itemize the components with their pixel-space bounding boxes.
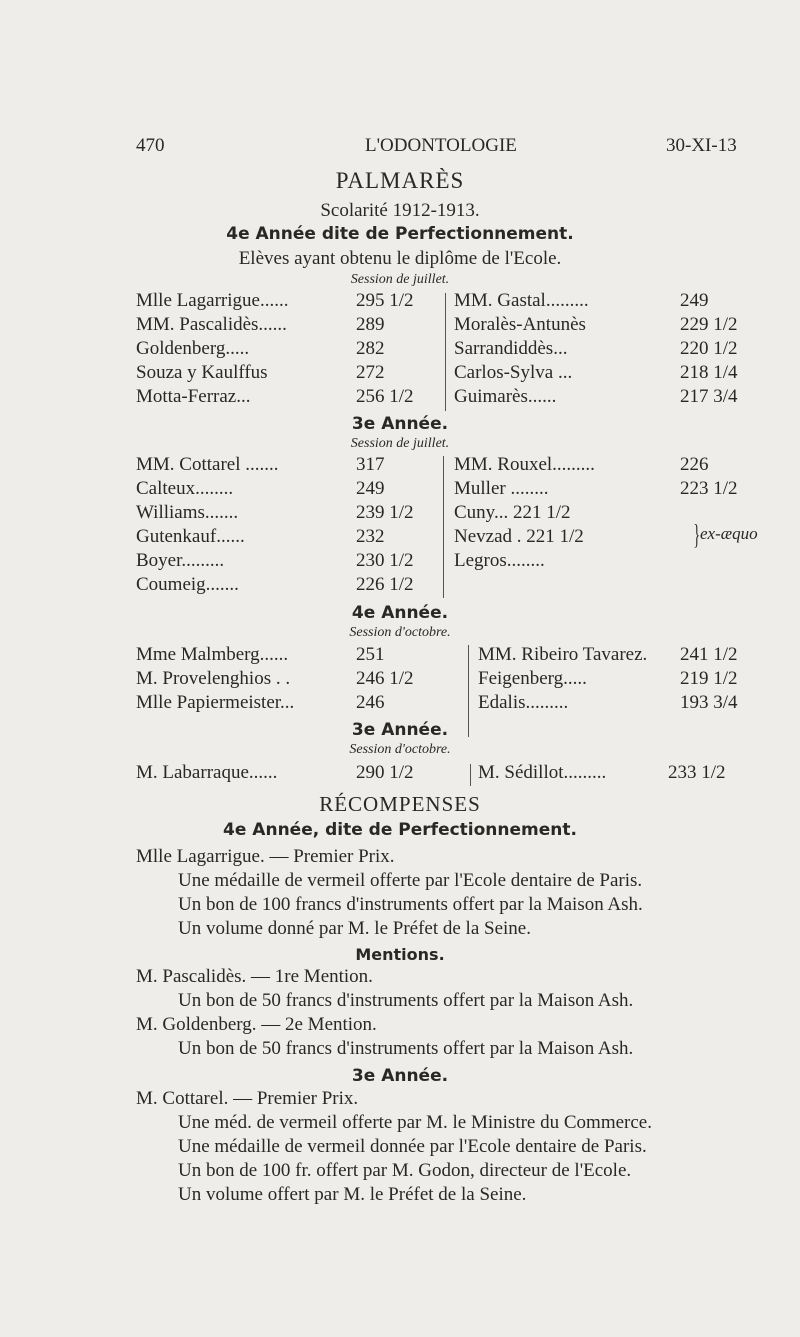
rec-line: Un volume donné par M. le Préfet de la Seine. bbox=[178, 918, 531, 939]
left-name: Souza y Kaulffus bbox=[136, 362, 268, 383]
issue-date: 30-XI-13 bbox=[666, 135, 737, 156]
divider bbox=[445, 293, 446, 411]
left-score: 295 1/2 bbox=[356, 290, 414, 311]
sec4-session: Session d'octobre. bbox=[349, 742, 451, 757]
rec-line: M. Pascalidès. — 1re Mention. bbox=[136, 966, 373, 987]
right-name: MM. Gastal......... bbox=[454, 290, 589, 311]
sec1-intro: Elèves ayant obtenu le diplôme de l'Ecole. bbox=[238, 248, 562, 269]
mentions-heading: Mentions. bbox=[355, 945, 445, 964]
rec-line: Un bon de 100 fr. offert par M. Godon, directeur de l'Ecole. bbox=[178, 1160, 632, 1181]
sec3-heading: 4e Année. bbox=[351, 603, 449, 623]
left-score: 256 1/2 bbox=[356, 386, 414, 407]
divider bbox=[443, 456, 444, 598]
rec-heading-3: 3e Année. bbox=[351, 1066, 449, 1086]
sec4-left-score: 290 1/2 bbox=[356, 762, 414, 783]
left-score: 232 bbox=[356, 526, 385, 547]
left-name: Williams....... bbox=[136, 502, 239, 523]
right-score: 217 3/4 bbox=[680, 386, 738, 407]
divider bbox=[470, 764, 471, 786]
left-name: Mlle Lagarrigue...... bbox=[136, 290, 289, 311]
recompenses-title: RÉCOMPENSES bbox=[319, 792, 481, 816]
right-name: Guimarès...... bbox=[454, 386, 557, 407]
left-name: Mme Malmberg...... bbox=[136, 644, 289, 665]
right-name: MM. Rouxel......... bbox=[454, 454, 595, 475]
scolarite: Scolarité 1912-1913. bbox=[320, 200, 480, 221]
rec-line: Un bon de 50 francs d'instruments offert par la Maison Ash. bbox=[178, 990, 634, 1011]
sec4-right-score: 233 1/2 bbox=[668, 762, 726, 783]
right-score: 218 1/4 bbox=[680, 362, 738, 383]
rec-line: M. Cottarel. — Premier Prix. bbox=[136, 1088, 359, 1109]
exaequo: ex-æquo bbox=[700, 524, 758, 543]
left-name: MM. Cottarel ....... bbox=[136, 454, 279, 475]
rec-line: Un bon de 50 francs d'instruments offert par la Maison Ash. bbox=[178, 1038, 634, 1059]
right-name: Edalis......... bbox=[478, 692, 569, 713]
left-score: 230 1/2 bbox=[356, 550, 414, 571]
right-name: Legros........ bbox=[454, 550, 545, 571]
left-name: Calteux........ bbox=[136, 478, 234, 499]
right-name: Muller ........ bbox=[454, 478, 549, 499]
rec-line: M. Goldenberg. — 2e Mention. bbox=[136, 1014, 377, 1035]
left-name: MM. Pascalidès...... bbox=[136, 314, 287, 335]
rec-heading: 4e Année, dite de Perfectionnement. bbox=[223, 820, 577, 840]
left-name: Coumeig....... bbox=[136, 574, 239, 595]
sec4-heading: 3e Année. bbox=[351, 720, 449, 740]
right-name: Cuny... 221 1/2 bbox=[454, 502, 571, 523]
rec-line: Une méd. de vermeil offerte par M. le Ministre du Commerce. bbox=[178, 1112, 652, 1133]
sec2-session: Session de juillet. bbox=[350, 436, 450, 451]
sec2-heading: 3e Année. bbox=[351, 414, 449, 434]
right-name: Moralès-Antunès bbox=[454, 314, 586, 335]
right-name: Nevzad . 221 1/2 bbox=[454, 526, 584, 547]
left-score: 272 bbox=[356, 362, 385, 383]
left-name: Mlle Papiermeister... bbox=[136, 692, 295, 713]
right-score: 223 1/2 bbox=[680, 478, 738, 499]
sec4-left-name: M. Labarraque...... bbox=[136, 762, 278, 783]
left-score: 226 1/2 bbox=[356, 574, 414, 595]
sec1-session: Session de juillet. bbox=[350, 272, 450, 287]
palmares-title: PALMARÈS bbox=[335, 168, 465, 193]
right-score: 249 bbox=[680, 290, 709, 311]
left-name: Gutenkauf...... bbox=[136, 526, 245, 547]
right-name: MM. Ribeiro Tavarez. bbox=[478, 644, 648, 665]
left-score: 251 bbox=[356, 644, 385, 665]
left-name: Goldenberg..... bbox=[136, 338, 250, 359]
rec-line: Un bon de 100 francs d'instruments offert par la Maison Ash. bbox=[178, 894, 643, 915]
rec-line: Une médaille de vermeil offerte par l'Ecole dentaire de Paris. bbox=[178, 870, 643, 891]
left-score: 239 1/2 bbox=[356, 502, 414, 523]
right-score: 193 3/4 bbox=[680, 692, 738, 713]
right-name: Feigenberg..... bbox=[478, 668, 587, 689]
left-name: M. Provelenghios . . bbox=[136, 668, 291, 689]
left-score: 282 bbox=[356, 338, 385, 359]
journal-title: L'ODONTOLOGIE bbox=[365, 135, 517, 156]
left-score: 249 bbox=[356, 478, 385, 499]
brace: } bbox=[693, 520, 701, 551]
right-name: Carlos-Sylva ... bbox=[454, 362, 573, 383]
left-score: 246 1/2 bbox=[356, 668, 414, 689]
sec1-heading: 4e Année dite de Perfectionnement. bbox=[226, 224, 574, 244]
left-score: 289 bbox=[356, 314, 385, 335]
rec-line: Un volume offert par M. le Préfet de la Seine. bbox=[178, 1184, 527, 1205]
left-name: Motta-Ferraz... bbox=[136, 386, 251, 407]
rec-line: Mlle Lagarrigue. — Premier Prix. bbox=[136, 846, 395, 867]
left-name: Boyer......... bbox=[136, 550, 225, 571]
page-number: 470 bbox=[136, 135, 165, 156]
right-score: 220 1/2 bbox=[680, 338, 738, 359]
sec3-session: Session d'octobre. bbox=[349, 625, 451, 640]
right-score: 241 1/2 bbox=[680, 644, 738, 665]
rec-line: Une médaille de vermeil donnée par l'Ecole dentaire de Paris. bbox=[178, 1136, 647, 1157]
left-score: 246 bbox=[356, 692, 385, 713]
right-score: 229 1/2 bbox=[680, 314, 738, 335]
left-score: 317 bbox=[356, 454, 385, 475]
sec4-right-name: M. Sédillot......... bbox=[478, 762, 607, 783]
right-name: Sarrandiddès... bbox=[454, 338, 568, 359]
right-score: 226 bbox=[680, 454, 709, 475]
right-score: 219 1/2 bbox=[680, 668, 738, 689]
